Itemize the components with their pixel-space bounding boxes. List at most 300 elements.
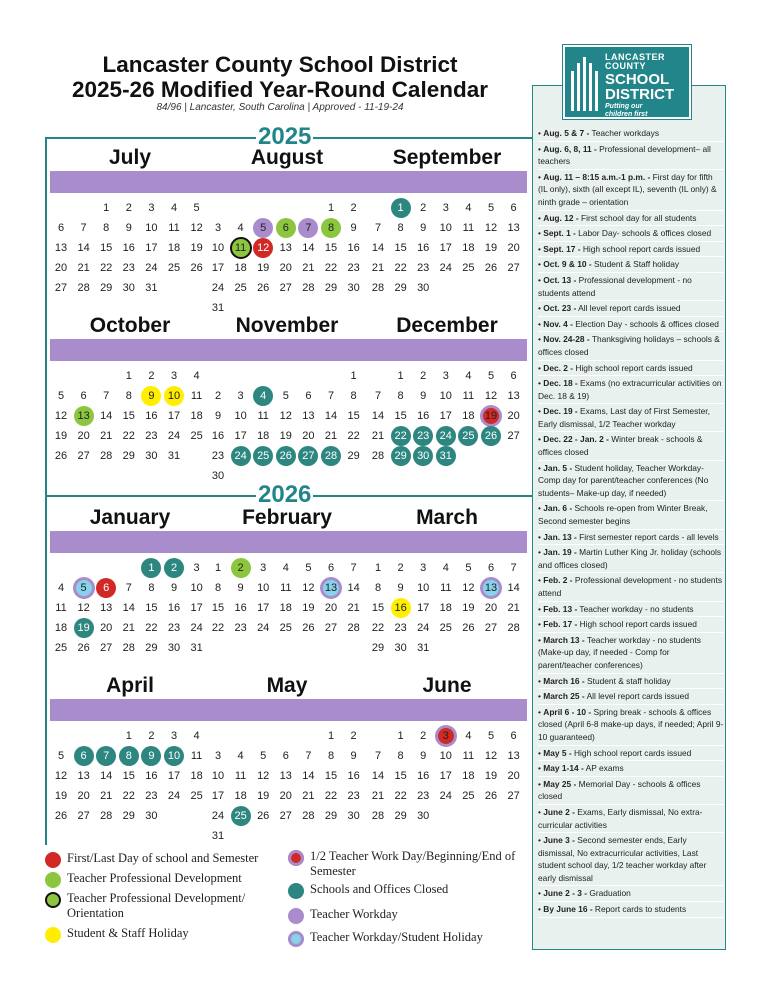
day-cell: 9 — [420, 750, 427, 762]
legend-dot-icon — [288, 931, 304, 947]
event-item: • Aug. 6, 8, 11 - Professional development– all teachers — [538, 142, 724, 170]
legend-dot-icon — [45, 892, 61, 908]
event-date: Aug. 11 – 8:15 a.m.-1 p.m. - — [543, 171, 651, 182]
event-item: • March 13 - Teacher workday - no students (Make-up day, if needed - Comp for parent/teacher conferences) — [538, 633, 724, 674]
day-cell: 23 — [347, 262, 360, 274]
day-cell: 10 — [234, 410, 247, 422]
event-text: Labor Day- schools & offices closed — [575, 228, 712, 239]
month-name: September — [392, 146, 502, 169]
day-cell: 1 — [350, 370, 357, 382]
day-cell: 13 — [480, 577, 502, 599]
day-cell: 25 — [234, 282, 247, 294]
day-cell: 14 — [77, 242, 90, 254]
month-name: March — [416, 506, 478, 529]
logo-line-1: LANCASTER — [605, 52, 665, 62]
event-date: May 5 - — [543, 747, 572, 758]
day-cell: 4 — [193, 730, 200, 742]
day-cell: 27 — [54, 282, 68, 294]
day-cell: 29 — [122, 810, 135, 822]
day-cell: 8 — [118, 745, 140, 767]
day-cell: 23 — [412, 425, 434, 447]
day-cell: 4 — [237, 750, 244, 762]
event-date: Dec. 19 - — [543, 406, 578, 417]
day-cell: 9 — [140, 745, 162, 767]
day-cell: 16 — [417, 242, 430, 254]
day-cell: 7 — [327, 390, 335, 402]
day-cell: 16 — [347, 770, 360, 782]
day-cell: 25 — [190, 790, 203, 802]
day-cell: 24 — [230, 445, 252, 467]
event-item: • Jan. 13 - First semester report cards - all levels — [538, 530, 724, 546]
day-cell: 5 — [57, 390, 65, 402]
month-name: November — [235, 314, 339, 337]
day-cell: 15 — [122, 410, 135, 422]
event-item: • Aug. 11 – 8:15 a.m.-1 p.m. - First day for fifth (IL only), sixth (all except IL), seventh (IL only) & ninth grade – orientation — [538, 170, 724, 211]
event-item: • By June 16 - Report cards to students — [538, 902, 724, 918]
day-cell: 31 — [211, 830, 225, 842]
day-cell: 8 — [214, 582, 222, 594]
month-name: October — [89, 314, 171, 337]
day-cell: 15 — [100, 242, 113, 254]
day-cell: 7 — [305, 750, 312, 762]
event-item: • March 25 - All level report cards issued — [538, 689, 724, 705]
day-cell: 23 — [417, 790, 430, 802]
day-cell: 12 — [302, 582, 315, 594]
day-cell: 12 — [54, 770, 68, 782]
day-cell: 25 — [167, 262, 181, 274]
event-date: Jan. 13 - — [543, 531, 577, 542]
day-cell: 7 — [95, 745, 117, 767]
day-cell: 19 — [279, 430, 292, 442]
event-date: Jan. 6 - — [543, 503, 573, 514]
day-cell: 19 — [302, 602, 315, 614]
day-cell: 14 — [371, 242, 385, 254]
event-date: March 13 - — [543, 634, 585, 645]
month-july — [50, 145, 210, 294]
day-cell: 11 — [280, 582, 292, 594]
event-item: • Aug. 5 & 7 - Teacher workdays — [538, 126, 724, 142]
day-cell: 2 — [350, 202, 357, 214]
day-cell: 31 — [167, 450, 181, 462]
day-cell: 30 — [417, 282, 430, 294]
day-cell: 14 — [302, 242, 315, 254]
event-item: • March 16 - Student & staff holiday — [538, 674, 724, 690]
day-cell: 29 — [347, 450, 360, 462]
day-cell: 18 — [190, 770, 203, 782]
event-date: Feb. 17 - — [543, 619, 578, 630]
legend-dot-icon — [288, 883, 304, 899]
day-cell: 2 — [125, 202, 132, 214]
day-cell: 26 — [484, 790, 498, 802]
day-cell: 27 — [100, 642, 113, 654]
event-text: AP exams — [583, 763, 624, 774]
event-text: Exams, Early dismissal, No extra-curricular activities — [538, 806, 703, 830]
day-cell: 14 — [347, 582, 360, 594]
day-cell: 1 — [327, 202, 335, 214]
event-date: Aug. 6, 8, 11 - — [543, 143, 597, 154]
day-cell: 23 — [122, 262, 135, 274]
day-cell: 28 — [347, 622, 360, 634]
day-cell: 3 — [442, 202, 449, 214]
day-cell: 7 — [350, 562, 357, 574]
event-text: First day for fifth (IL only), sixth (all except IL), seventh (IL only) & ninth grade – orientation — [538, 171, 717, 207]
logo-line-4: DISTRICT — [605, 86, 675, 103]
day-cell: 26 — [190, 262, 203, 274]
day-cell: 24 — [417, 622, 430, 634]
day-cell: 10 — [190, 582, 203, 594]
day-cell: 24 — [211, 810, 225, 822]
event-date: May 1-14 - — [543, 763, 584, 774]
legend-dot-icon — [288, 908, 304, 924]
month-december — [367, 313, 527, 462]
day-cell: 28 — [507, 622, 520, 634]
day-cell: 6 — [327, 562, 335, 574]
day-cell: 23 — [167, 622, 181, 634]
day-cell: 24 — [211, 282, 225, 294]
day-cell: 7 — [374, 390, 382, 402]
day-cell: 26 — [302, 622, 315, 634]
day-cell: 19 — [73, 617, 95, 639]
event-date: Oct. 23 - — [543, 303, 577, 314]
day-cell: 23 — [347, 790, 360, 802]
legend-label: Teacher Workday/Student Holiday — [310, 930, 483, 944]
day-cell: 20 — [54, 262, 68, 274]
day-cell: 21 — [371, 262, 385, 274]
event-text: High school report cards issued — [573, 362, 693, 373]
day-cell: 13 — [100, 602, 113, 614]
day-cell: 29 — [100, 282, 113, 294]
day-cell: 28 — [371, 450, 385, 462]
day-cell: 9 — [125, 222, 132, 234]
event-item: • May 5 - High school report cards issued — [538, 746, 724, 762]
day-cell: 19 — [54, 430, 68, 442]
weekday-bar — [207, 531, 367, 553]
day-cell: 13 — [302, 410, 315, 422]
day-cell: 2 — [397, 562, 404, 574]
events-sidebar — [532, 85, 726, 950]
day-cell: 27 — [484, 622, 498, 634]
day-cell: 6 — [73, 745, 95, 767]
event-date: Dec. 2 - — [543, 362, 574, 373]
day-cell: 29 — [390, 445, 412, 467]
day-cell: 25 — [462, 262, 475, 274]
legend-label: Schools and Offices Closed — [310, 882, 449, 896]
day-cell: 7 — [80, 222, 87, 234]
day-cell: 11 — [257, 410, 269, 422]
day-cell: 22 — [394, 790, 407, 802]
event-date: Nov. 24-28 - — [543, 334, 590, 345]
event-date: Feb. 2 - — [543, 575, 573, 586]
day-cell: 8 — [148, 582, 155, 594]
weekday-bar — [367, 339, 527, 361]
day-cell: 2 — [148, 370, 155, 382]
event-date: June 2 - 3 - — [543, 888, 588, 899]
day-cell: 29 — [324, 282, 338, 294]
day-cell: 5 — [487, 370, 495, 382]
day-cell: 21 — [347, 602, 360, 614]
event-item: • May 25 - Memorial Day - schools & offices closed — [538, 777, 724, 805]
day-cell: 25 — [54, 642, 68, 654]
day-cell: 19 — [190, 242, 203, 254]
day-cell: 15 — [122, 770, 135, 782]
event-text: Professional development– all teachers — [538, 143, 711, 167]
day-cell: 4 — [237, 222, 244, 234]
day-cell: 3 — [148, 202, 155, 214]
day-cell: 3 — [435, 725, 457, 747]
day-cell: 4 — [465, 730, 472, 742]
day-cell: 15 — [145, 602, 158, 614]
legend-item-half — [288, 849, 528, 879]
day-cell: 12 — [252, 237, 274, 259]
legend-item-closed — [288, 882, 528, 899]
month-march — [367, 505, 527, 654]
event-text: First semester report cards - all levels — [576, 531, 719, 542]
day-cell: 14 — [371, 770, 385, 782]
month-june — [367, 673, 527, 822]
day-cell: 13 — [507, 390, 520, 402]
day-cell: 16 — [145, 770, 158, 782]
day-cell: 7 — [103, 390, 110, 402]
legend-item-holiday — [45, 926, 280, 943]
day-cell: 26 — [257, 282, 270, 294]
day-cell: 8 — [125, 390, 132, 402]
day-cell: 28 — [122, 642, 135, 654]
day-cell: 13 — [507, 222, 520, 234]
day-cell: 10 — [163, 745, 185, 767]
day-cell: 5 — [487, 202, 495, 214]
day-cell: 21 — [122, 622, 135, 634]
day-cell: 17 — [167, 410, 181, 422]
day-cell: 21 — [507, 602, 520, 614]
day-cell: 23 — [211, 450, 225, 462]
event-item: • Feb. 17 - High school report cards issued — [538, 617, 724, 633]
day-cell: 26 — [54, 450, 68, 462]
day-cell: 6 — [80, 390, 87, 402]
day-cell: 25 — [252, 445, 274, 467]
day-cell: 3 — [420, 562, 427, 574]
day-cell: 2 — [350, 730, 357, 742]
day-cell: 11 — [440, 582, 452, 594]
day-cell: 27 — [507, 790, 520, 802]
day-cell: 18 — [462, 242, 475, 254]
day-cell: 18 — [462, 770, 475, 782]
month-name: December — [396, 314, 498, 337]
event-date: May 25 - — [543, 778, 577, 789]
event-item: • Dec. 18 - Exams (no extracurricular activities on Dec. 18 & 19) — [538, 376, 724, 404]
day-cell: 21 — [77, 262, 90, 274]
day-cell: 18 — [190, 410, 203, 422]
day-cell: 30 — [145, 450, 158, 462]
title-line-1: Lancaster County School District — [102, 52, 458, 77]
month-january — [50, 505, 210, 654]
day-cell: 30 — [394, 642, 407, 654]
weekday-bar — [50, 339, 210, 361]
day-cell: 5 — [73, 577, 95, 599]
event-item: • Dec. 2 - High school report cards issued — [538, 361, 724, 377]
day-cell: 18 — [167, 242, 181, 254]
day-cell: 2 — [214, 390, 222, 402]
year-2026: 2026 — [258, 481, 312, 508]
day-cell: 17 — [167, 770, 181, 782]
day-cell: 10 — [211, 770, 225, 782]
day-cell: 24 — [439, 262, 452, 274]
logo-line-3: SCHOOL — [605, 71, 670, 88]
day-cell: 26 — [275, 445, 297, 467]
day-cell: 27 — [279, 282, 292, 294]
weekday-bar — [367, 699, 527, 721]
day-cell: 21 — [371, 430, 385, 442]
event-date: June 3 - — [543, 835, 575, 846]
day-cell: 18 — [54, 622, 68, 634]
day-cell: 19 — [257, 262, 270, 274]
day-cell: 21 — [100, 430, 113, 442]
day-cell: 3 — [170, 370, 178, 382]
day-cell: 29 — [122, 450, 135, 462]
day-cell: 26 — [484, 262, 498, 274]
legend-item-wdsh — [288, 930, 528, 947]
event-text: All level report cards issued — [576, 303, 681, 314]
day-cell: 22 — [122, 790, 135, 802]
day-cell: 22 — [100, 262, 113, 274]
day-cell: 27 — [77, 450, 90, 462]
event-item: • Jan. 19 - Martin Luther King Jr. holiday (schools and offices closed) — [538, 545, 724, 573]
day-cell: 17 — [211, 262, 225, 274]
day-cell: 27 — [279, 810, 292, 822]
day-cell: 13 — [279, 770, 292, 782]
month-name: February — [242, 506, 332, 529]
day-cell: 21 — [302, 262, 315, 274]
month-october — [50, 313, 210, 462]
day-cell: 23 — [417, 262, 430, 274]
month-name: April — [106, 674, 154, 697]
day-cell: 19 — [54, 790, 68, 802]
day-cell: 17 — [211, 790, 225, 802]
day-cell: 20 — [324, 602, 338, 614]
day-cell: 8 — [397, 750, 404, 762]
day-cell: 1 — [327, 730, 335, 742]
day-cell: 30 — [167, 642, 181, 654]
day-cell: 16 — [122, 242, 135, 254]
event-text: Student & Staff holiday — [591, 259, 680, 270]
day-cell: 9 — [350, 750, 357, 762]
day-cell: 6 — [305, 390, 312, 402]
day-cell: 20 — [507, 242, 520, 254]
day-cell: 5 — [252, 217, 274, 239]
day-cell: 24 — [439, 790, 452, 802]
event-text: First school day for all students — [578, 212, 697, 223]
day-cell: 13 — [279, 242, 292, 254]
event-date: Feb. 13 - — [543, 603, 578, 614]
day-cell: 20 — [507, 770, 520, 782]
day-cell: 8 — [350, 390, 357, 402]
event-date: April 6 - 10 - — [543, 706, 592, 717]
day-cell: 10 — [417, 582, 430, 594]
events-list — [538, 126, 724, 918]
event-text: All level report cards issued — [584, 691, 689, 702]
day-cell: 27 — [77, 810, 90, 822]
day-cell: 23 — [145, 430, 158, 442]
day-cell: 31 — [145, 282, 158, 294]
day-cell: 1 — [397, 370, 404, 382]
event-text: Second semester ends, Early dismissal, No extracurricular activities, Last student school day, 1/2 teacher workday after early dismissal — [538, 835, 707, 883]
event-item: • Feb. 2 - Professional development - no students attend — [538, 573, 724, 601]
day-cell: 17 — [439, 770, 452, 782]
day-cell: 21 — [324, 430, 338, 442]
day-cell: 22 — [324, 262, 338, 274]
day-cell: 5 — [305, 562, 312, 574]
day-cell: 19 — [480, 405, 502, 427]
day-cell: 8 — [327, 750, 335, 762]
day-cell: 15 — [211, 602, 225, 614]
legend-item-prof — [45, 871, 280, 888]
event-text: Teacher workday - no students (Make-up day, if needed - Comp for parent/teacher conferences) — [538, 634, 701, 670]
day-cell: 25 — [190, 430, 203, 442]
day-cell: 20 — [77, 790, 90, 802]
event-text: Martin Luther King Jr. holiday (schools and offices closed) — [538, 547, 722, 570]
event-date: Jan. 5 - — [543, 462, 573, 473]
day-cell: 8 — [374, 582, 382, 594]
legend-dot-icon — [288, 850, 304, 866]
event-date: Aug. 5 & 7 - — [543, 128, 590, 138]
day-cell: 1 — [125, 370, 132, 382]
event-text: Schools re-open from Winter Break, Second semester begins — [538, 503, 708, 527]
day-cell: 9 — [420, 390, 427, 402]
weekday-bar — [207, 171, 367, 193]
day-cell: 29 — [394, 810, 407, 822]
day-cell: 4 — [465, 202, 472, 214]
day-cell: 5 — [282, 390, 289, 402]
day-cell: 9 — [214, 410, 222, 422]
event-item: • Jan. 6 - Schools re-open from Winter Break, Second semester begins — [538, 501, 724, 529]
legend-label: 1/2 Teacher Work Day/Beginning/End of Semester — [310, 849, 516, 878]
day-cell: 11 — [168, 222, 180, 234]
day-cell: 20 — [279, 262, 292, 274]
day-cell: 8 — [397, 222, 404, 234]
day-cell: 31 — [211, 302, 225, 314]
day-cell: 6 — [510, 370, 517, 382]
day-cell: 14 — [302, 770, 315, 782]
day-cell: 18 — [234, 790, 247, 802]
day-cell: 28 — [320, 445, 342, 467]
logo-bars-icon — [571, 55, 601, 111]
day-cell: 2 — [163, 557, 185, 579]
day-cell: 28 — [371, 810, 385, 822]
day-cell: 3 — [260, 562, 267, 574]
day-cell: 13 — [73, 405, 95, 427]
day-cell: 15 — [324, 242, 338, 254]
day-cell: 22 — [371, 622, 385, 634]
month-name: July — [108, 146, 152, 169]
month-name: August — [250, 146, 324, 169]
day-cell: 22 — [390, 425, 412, 447]
month-may — [207, 673, 367, 842]
day-cell: 21 — [302, 790, 315, 802]
day-cell: 18 — [257, 430, 270, 442]
day-cell: 11 — [462, 390, 475, 402]
day-cell: 7 — [125, 582, 132, 594]
day-cell: 22 — [211, 622, 225, 634]
legend-item-first — [45, 851, 280, 868]
weekday-bar — [207, 699, 367, 721]
day-cell: 29 — [145, 642, 158, 654]
event-text: Spring break - schools & offices closed (April 6-8 make-up days, if needed; April 9-10 guaranteed) — [538, 706, 724, 742]
day-cell: 30 — [211, 470, 225, 482]
day-cell: 1 — [125, 730, 132, 742]
event-item: • June 3 - Second semester ends, Early dismissal, No extracurricular activities, Last student school day, 1/2 teacher workday after early dismissal — [538, 833, 724, 886]
day-cell: 15 — [394, 242, 407, 254]
day-cell: 6 — [487, 562, 495, 574]
day-cell: 29 — [394, 282, 407, 294]
